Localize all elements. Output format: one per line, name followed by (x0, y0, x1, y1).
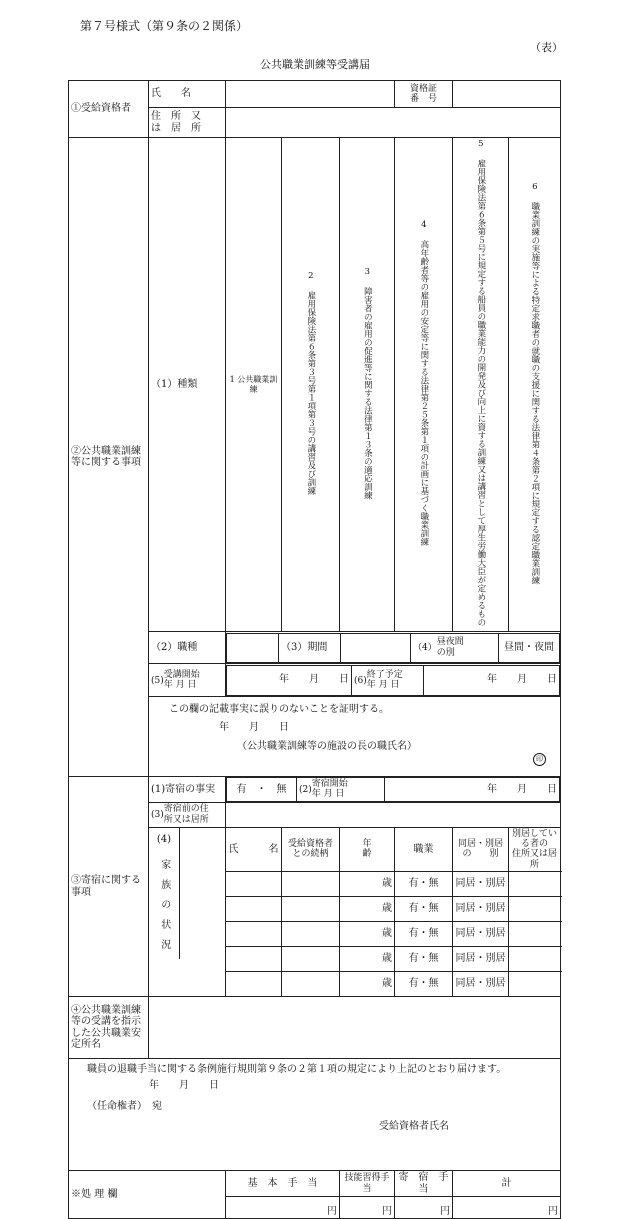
total-header: 計 (453, 1171, 561, 1197)
family-age[interactable]: 歳 (340, 897, 395, 922)
period-field[interactable] (341, 633, 411, 662)
daynight-value[interactable]: 昼間・夜間 (499, 633, 560, 662)
family-separation[interactable]: 同居・別居 (453, 922, 509, 947)
cert-statement: この欄の記載事実に誤りのないことを証明する。 (169, 704, 389, 715)
type-option-4[interactable]: 4 高年齢者等の雇用の安定等に関する法律第２５条第１項の計画に基づく職業訓練 (395, 138, 453, 632)
notice-date[interactable]: 年 月 日 (149, 1079, 219, 1091)
family-relation-field[interactable] (282, 922, 340, 947)
basic-allowance-header: 基 本 手 当 (226, 1171, 340, 1197)
family-address-field[interactable] (509, 897, 561, 922)
family-job[interactable]: 有・無 (395, 972, 453, 997)
skill-allowance-header: 技能習得手当 (340, 1171, 395, 1197)
family-separation[interactable]: 同居・別居 (453, 972, 509, 997)
cert-date[interactable]: 年 月 日 (219, 721, 289, 733)
col-relation: 受給資格者 との続柄 (282, 827, 340, 871)
family-age[interactable]: 歳 (340, 947, 395, 972)
family-relation-field[interactable] (282, 897, 340, 922)
cert-number-field[interactable] (453, 81, 561, 108)
job-label: （2）職種 (149, 632, 226, 664)
family-job[interactable]: 有・無 (395, 897, 453, 922)
basic-allowance-amount[interactable]: 円 (226, 1197, 340, 1219)
family-relation-field[interactable] (282, 972, 340, 997)
period-label: （3）期間 (279, 633, 341, 662)
type-option-5[interactable]: 5 雇用保険法第６条第５号に規定する船員の職業能力の開発及び向上に資する訓練又は講習として厚生労働大臣が定めるもの (453, 138, 509, 632)
family-age[interactable]: 歳 (340, 922, 395, 947)
daynight-label: （4） 昼夜間 の別 (411, 633, 499, 662)
form-number: 第７号様式（第９条の２関係） (80, 19, 249, 33)
end-date-field[interactable]: 年 月 日 (424, 665, 560, 695)
type-option-2[interactable]: 2 雇用保険法第６条第３号第１項第３号の講習及び訓練 (282, 138, 340, 632)
family-age[interactable]: 歳 (340, 972, 395, 997)
notice-addressee[interactable]: （任命権者） 宛 (87, 1101, 162, 1113)
notice-block (69, 1059, 561, 1171)
page-title: 公共職業訓練等受講届 (260, 58, 370, 71)
family-address-field[interactable] (509, 972, 561, 997)
family-job[interactable]: 有・無 (395, 947, 453, 972)
prev-address-label: (3) 寄宿前の住 所又は居所 (149, 802, 226, 827)
lodging-start-date[interactable]: 年 月 日 (385, 778, 560, 802)
cert-signer[interactable]: （公共職業訓練等の施設の長の職氏名） (237, 741, 417, 752)
family-address-field[interactable] (509, 947, 561, 972)
start-label: (5) 受講開始 年 月 日 (149, 664, 226, 697)
notice-text: 職員の退職手当に関する条例施行規則第９条の２第１項の規定により上記のとおり届けます。 (87, 1064, 507, 1076)
col-job: 職業 (395, 827, 453, 871)
lodging-allowance-amount[interactable]: 円 (395, 1197, 453, 1219)
family-age[interactable]: 歳 (340, 872, 395, 897)
applicant-name-label[interactable]: 受給資格者氏名 (379, 1120, 449, 1132)
prev-address-field[interactable] (226, 802, 561, 827)
employment-office-field[interactable] (149, 997, 561, 1059)
seal-mark: 印 (533, 753, 546, 766)
family-separation[interactable]: 同居・別居 (453, 897, 509, 922)
family-separation[interactable]: 同居・別居 (453, 872, 509, 897)
type-option-6[interactable]: 6 職業訓練の実施等による特定求職者の就職の支援に関する法律第４条第２項に規定する認定職業訓練 (509, 138, 561, 632)
type-option-1[interactable]: 1 公共職業訓練 (226, 138, 282, 632)
family-name-field[interactable] (226, 922, 282, 947)
type-option-3[interactable]: 3 障害者の雇用の促進等に関する法律第１３条の適応訓練 (340, 138, 395, 632)
address-label: 住 所 又 は 居 所 (149, 108, 226, 138)
lodging-fact-value[interactable]: 有 ・ 無 (227, 778, 297, 802)
section1-label: ①受給資格者 (69, 81, 149, 138)
start-date-field[interactable]: 年 月 日 (227, 665, 352, 695)
job-field[interactable] (227, 633, 279, 662)
side-label: （表） (530, 41, 563, 54)
cert-label: 資格証 番 号 (395, 81, 453, 108)
family-name-field[interactable] (226, 947, 282, 972)
lodging-fact-label: (1)寄宿の事実 (149, 777, 226, 803)
certification-block (149, 697, 561, 777)
section2-label: ②公共職業訓練等に関する事項 (69, 138, 149, 777)
section3-label: ③寄宿に関する事項 (69, 777, 149, 997)
family-address-field[interactable] (509, 872, 561, 897)
total-amount[interactable]: 円 (453, 1197, 561, 1219)
col-separate-address: 別居している者の 住所又は居所 (509, 827, 561, 871)
name-field[interactable] (226, 81, 395, 108)
name-label: 氏 名 (149, 81, 226, 108)
family-separation[interactable]: 同居・別居 (453, 947, 509, 972)
address-field[interactable] (226, 108, 561, 138)
family-relation-field[interactable] (282, 872, 340, 897)
family-name-field[interactable] (226, 872, 282, 897)
col-age: 年 齢 (340, 827, 395, 871)
lodging-start-label: (2) 寄宿開始 年 月 日 (297, 778, 385, 802)
section4-label: ④公共職業訓練等の受講を指示した公共職業安定所名 (69, 997, 149, 1059)
family-job[interactable]: 有・無 (395, 872, 453, 897)
office-use-label: ※処 理 欄 (69, 1171, 226, 1219)
family-name-field[interactable] (226, 972, 282, 997)
family-name-field[interactable] (226, 897, 282, 922)
skill-allowance-amount[interactable]: 円 (340, 1197, 395, 1219)
col-separation: 同居・別居 の 別 (453, 827, 509, 871)
application-form (68, 80, 561, 1219)
lodging-allowance-header: 寄 宿 手 当 (395, 1171, 453, 1197)
type-label: （1）種類 (149, 138, 226, 632)
family-relation-field[interactable] (282, 947, 340, 972)
end-label: (6) 終了予定 年 月 日 (352, 665, 424, 695)
family-address-field[interactable] (509, 922, 561, 947)
col-name: 氏 名 (226, 827, 282, 871)
family-label: (4) 家族の状況 (149, 827, 226, 996)
family-job[interactable]: 有・無 (395, 922, 453, 947)
